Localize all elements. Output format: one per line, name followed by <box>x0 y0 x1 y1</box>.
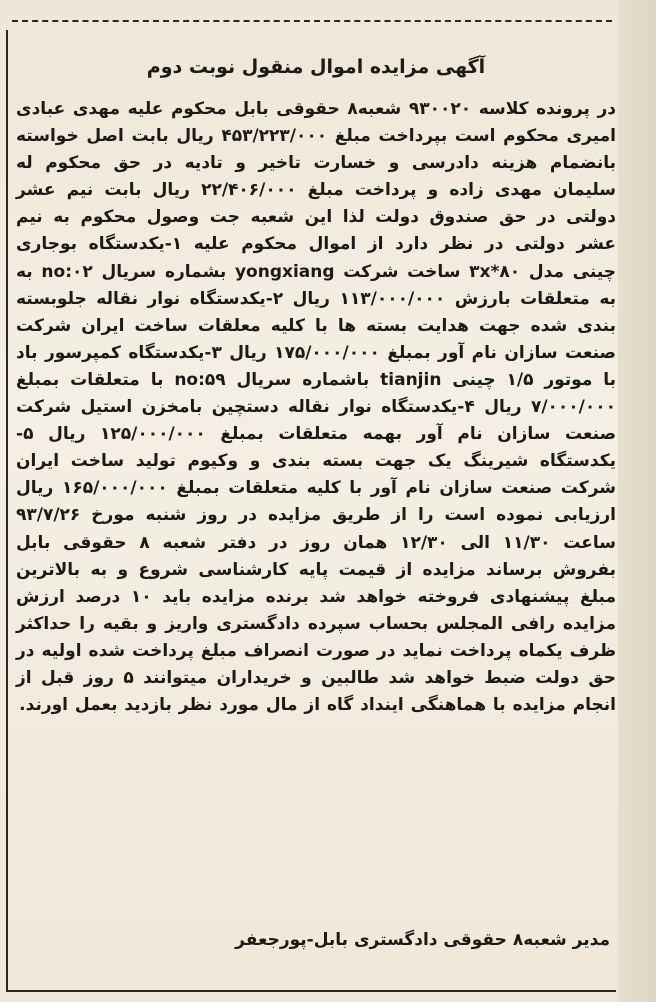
dashed-divider <box>12 20 612 22</box>
auction-notice <box>16 30 616 719</box>
notice-signature: مدیر شعبه۸ حقوقی دادگستری بابل-پورجعفر <box>235 930 610 950</box>
notice-body: در پرونده کلاسه ۹۳۰۰۲۰ شعبه۸ حقوقی بابل محکوم علیه مهدی عبادی امیری محکوم است بپرداخت مبلغ ۴۵۳/۲۲۳/۰۰۰ ریال بابت اصل خواسته بانضمام هزینه دادرسی و خسارت تاخیر و تادیه در حق محکوم له سلیمان مهدی زاده و پرداخت مبلغ ۲۲/۴۰۶/۰۰۰ ریال بابت نیم عشر دولتی در حق صندوق دولت لذا این شعبه جت وصول محکوم به نیم عشر دولتی در نظر دارد از اموال محکوم علیه ۱-یکدستگاه بوجاری چینی مدل ۸۰*۳x ساخت شرکت yongxiang بشماره سریال no:۰۲ به به متعلقات بارزش ۱۱۳/۰۰۰/۰۰۰ ریال ۲-یکدستگاه نوار نقاله جلوبسته بندی شده جهت هدایت بسته ها با کلیه معلقات ساخت ایران شرکت صنعت سازان نام آور بمبلغ ۱۷۵/۰۰۰/۰۰۰ ریال ۳-یکدستگاه کمپرسور باد با موتور ۱/۵ چینی tianjin باشماره سریال no:۵۹ با متعلقات بمبلغ ۷/۰۰۰/۰۰۰ ریال ۴-یکدستگاه نوار نقاله دستچین بامخزن استیل شرکت صنعت سازان نام آور بهمه متعلقات بمبلغ ۱۲۵/۰۰۰/۰۰۰ ریال ۵-یکدستگاه شیرینگ یک جهت بسته بندی و وکیوم تولید ساخت ایران شرکت صنعت سازان نام آور با کلیه متعلقات بمبلغ ۱۶۵/۰۰۰/۰۰۰ ریال ارزیابی نموده است را از طریق مزایده در روز شنبه مورخ ۹۳/۷/۲۶ ساعت ۱۱/۳۰ الی ۱۲/۳۰ همان روز در دفتر شعبه ۸ حقوقی بابل بفروش برساند مزایده از قیمت پایه کارشناسی شروع و به بالاترین مبلغ پیشنهادی فروخته خواهد شد برنده مزایده باید ۱۰ درصد ارزش مزایده رافی المجلس بحساب سپرده دادگستری واریز و بقیه را حداکثر ظرف یکماه پرداخت نماید در صورت انصراف مبلغ پرداخت شده اولیه در حق دولت ضبط خواهد شد طالبین و خریداران میتوانند ۵ روز قبل از انجام مزایده با هماهنگی اینداد گاه از مال مورد نظر بازدید بعمل اورند. <box>16 99 617 716</box>
adjacent-column-edge <box>618 0 656 1002</box>
left-border-line <box>6 30 8 992</box>
notice-title: آگهی مزایده اموال منقول نوبت دوم <box>146 56 486 78</box>
bottom-border-line <box>6 990 616 992</box>
